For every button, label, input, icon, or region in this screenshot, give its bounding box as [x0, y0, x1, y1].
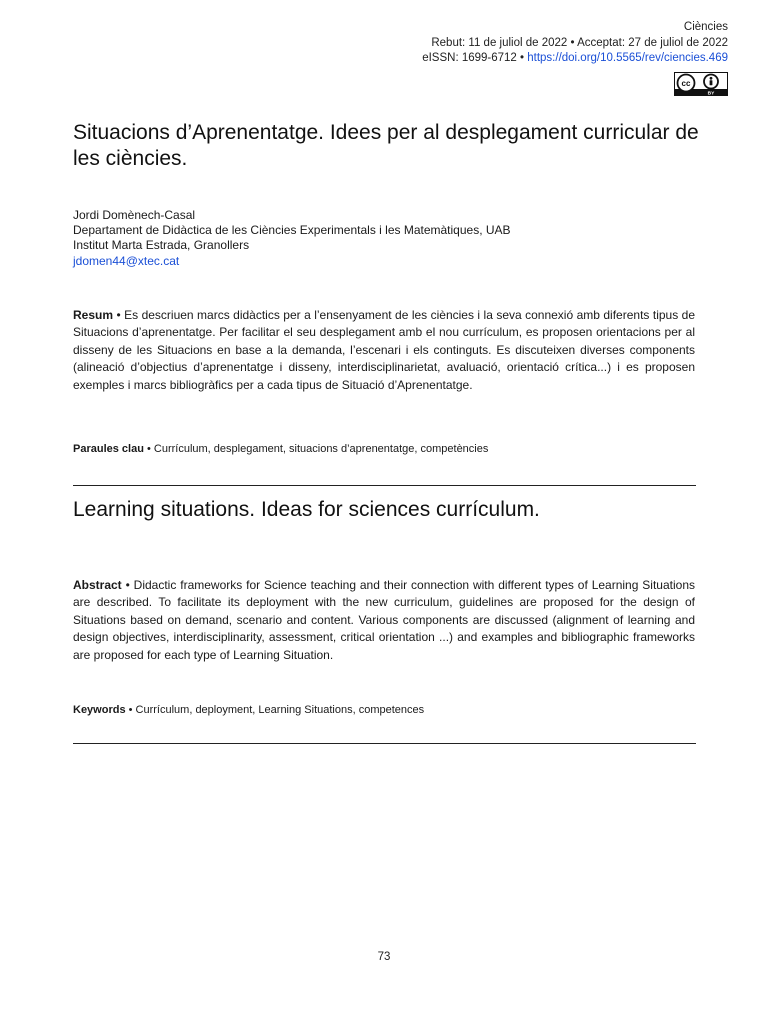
author-name: Jordi Domènech-Casal — [73, 208, 196, 222]
abstract-label: Abstract — [73, 578, 122, 592]
page-number: 73 — [377, 951, 391, 963]
submission-dates: Rebut: 11 de juliol de 2022 • Acceptat: 27 de juliol de 2022 — [431, 36, 728, 49]
journal-header — [422, 20, 728, 67]
doi-link[interactable]: https://doi.org/10.5565/rev/ciencies.469 — [527, 52, 728, 64]
paraules-clau-label: Paraules clau — [73, 443, 144, 455]
resum-label: Resum — [73, 308, 114, 322]
journal-name: Ciències — [683, 21, 728, 33]
license-text: BY — [707, 91, 715, 96]
keywords-text: • Currículum, deployment, Learning Situations, competences — [125, 704, 425, 716]
section-divider-bottom — [73, 743, 696, 744]
author-block — [73, 208, 511, 269]
paraules-clau — [73, 442, 695, 456]
cc-by-icon[interactable] — [674, 72, 728, 96]
issn-doi-line — [422, 51, 728, 67]
author-affiliation: Departament de Didàctica de les Ciències Experimentals i les Matemàtiques, UAB — [73, 223, 511, 238]
section-divider — [73, 485, 696, 486]
author-email-link[interactable]: jdomen44@xtec.cat — [73, 253, 180, 268]
svg-text:cc: cc — [681, 79, 691, 88]
article-title-english: Learning situations. Ideas for sciences currículum. — [73, 498, 540, 521]
resum-text: • Es descriuen marcs didàctics per a l’ensenyament de les ciències i la seva connexió amb diferents tipus de Situacions d’aprenentatge. Per facilitar el seu desplegament amb el nou currículum, es proposen orientacions per al disseny de les Situacions en base a la demanda, l’escenari i els continguts. Es discuteixen diverses components (alineació d’objectius d’aprenentatge i disseny, interdisciplinarietat, avaluació, orientació crítica...) i es proposen exemples i marcs bibliogràfics per a cada tipus de Situació d’Aprenentatge. — [73, 308, 695, 392]
resum-paragraph — [73, 307, 695, 394]
article-title-catalan: Situacions d’Aprenentatge. Idees per al desplegament curricular de les ciències. — [73, 121, 699, 170]
abstract-paragraph — [73, 577, 695, 664]
abstract-text: • Didactic frameworks for Science teaching and their connection with different types of Learning Situations are described. To facilitate its deployment with the new curriculum, guidelines are proposed for the design of Situations based on demand, scenario and content. Various components are discussed (alignment of learning and design objectives, interdisciplinarity, assessment, critical orientation ...) and examples and bibliographic frameworks are proposed for each type of Learning Situation. — [73, 578, 695, 662]
issn: eISSN: 1699-6712 • — [422, 52, 525, 64]
keywords-label: Keywords — [73, 704, 126, 716]
keywords — [73, 703, 695, 717]
paraules-clau-text: • Currículum, desplegament, situacions d’aprenentatge, competències — [143, 443, 489, 455]
author-institution: Institut Marta Estrada, Granollers — [73, 238, 250, 253]
